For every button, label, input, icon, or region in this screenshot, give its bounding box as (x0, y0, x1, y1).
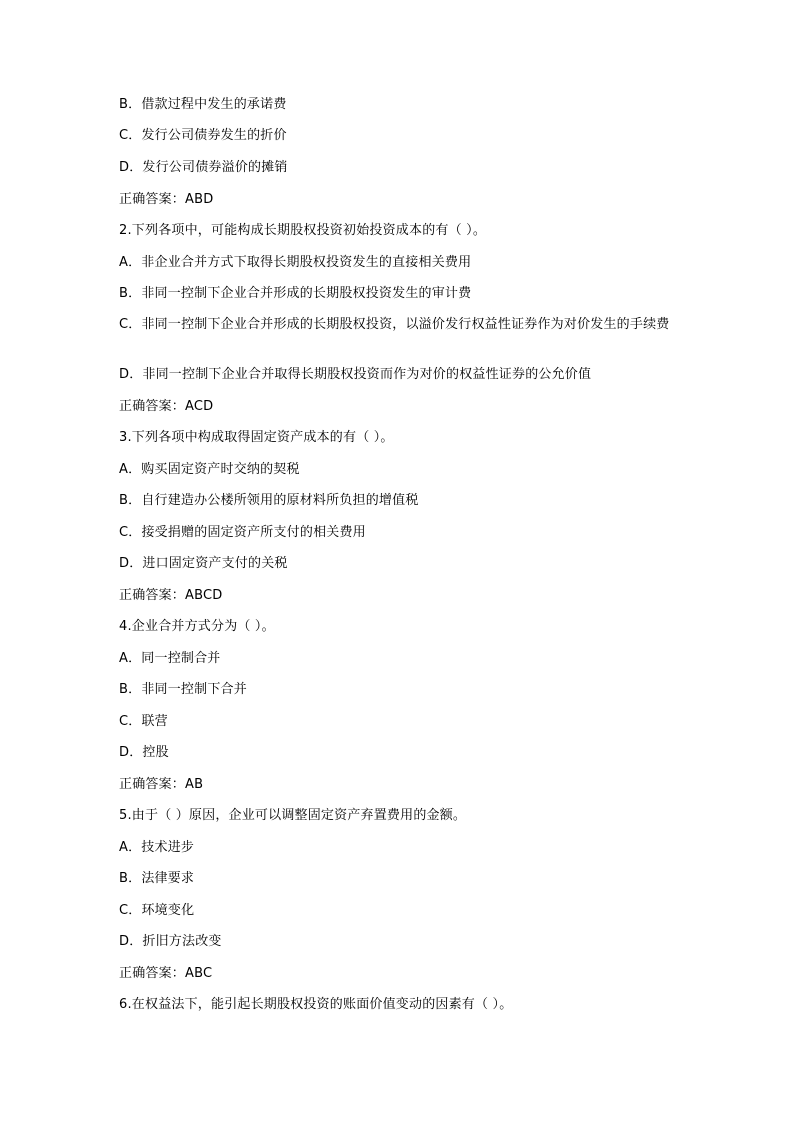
option-b-q5: B．法律要求 (119, 871, 195, 886)
option-c-q5: C．环境变化 (119, 903, 195, 918)
question-3: 3.下列各项中构成取得固定资产成本的有（ ）。 (119, 430, 394, 445)
answer-q3: 正确答案：ABCD (119, 588, 223, 603)
option-d-q4: D．控股 (119, 745, 169, 760)
option-c-q1: C．发行公司债券发生的折价 (119, 128, 287, 143)
option-b-q1: B．借款过程中发生的承诺费 (119, 97, 287, 112)
option-d-q1: D．发行公司债券溢价的摊销 (119, 160, 288, 175)
option-b-q2: B．非同一控制下企业合并形成的长期股权投资发生的审计费 (119, 286, 472, 301)
answer-q2: 正确答案：ACD (119, 399, 214, 414)
option-a-q4: A．同一控制合并 (119, 651, 221, 666)
answer-q4: 正确答案：AB (119, 777, 204, 792)
option-a-q3: A．购买固定资产时交纳的契税 (119, 462, 300, 477)
question-4: 4.企业合并方式分为（ ）。 (119, 619, 275, 634)
option-c-q4: C．联营 (119, 714, 168, 729)
option-d-q2: D．非同一控制下企业合并取得长期股权投资而作为对价的权益性证券的公允价值 (119, 367, 592, 382)
question-2: 2.下列各项中，可能构成长期股权投资初始投资成本的有（ ）。 (119, 223, 487, 238)
option-a-q2: A．非企业合并方式下取得长期股权投资发生的直接相关费用 (119, 255, 472, 270)
question-5: 5.由于（ ）原因，企业可以调整固定资产弃置费用的金额。 (119, 808, 467, 823)
option-d-q5: D．折旧方法改变 (119, 934, 222, 949)
option-c-q3: C．接受捐赠的固定资产所支付的相关费用 (119, 525, 366, 540)
option-b-q3: B．自行建造办公楼所领用的原材料所负担的增值税 (119, 493, 419, 508)
answer-q5: 正确答案：ABC (119, 966, 213, 981)
option-a-q5: A．技术进步 (119, 840, 195, 855)
option-c-q2: C．非同一控制下企业合并形成的长期股权投资，以溢价发行权益性证券作为对价发生的手续费 (119, 317, 670, 332)
option-d-q3: D．进口固定资产支付的关税 (119, 556, 288, 571)
option-b-q4: B．非同一控制下合并 (119, 682, 247, 697)
question-6: 6.在权益法下，能引起长期股权投资的账面价值变动的因素有（ ）。 (119, 997, 513, 1012)
answer-q1: 正确答案：ABD (119, 192, 214, 207)
